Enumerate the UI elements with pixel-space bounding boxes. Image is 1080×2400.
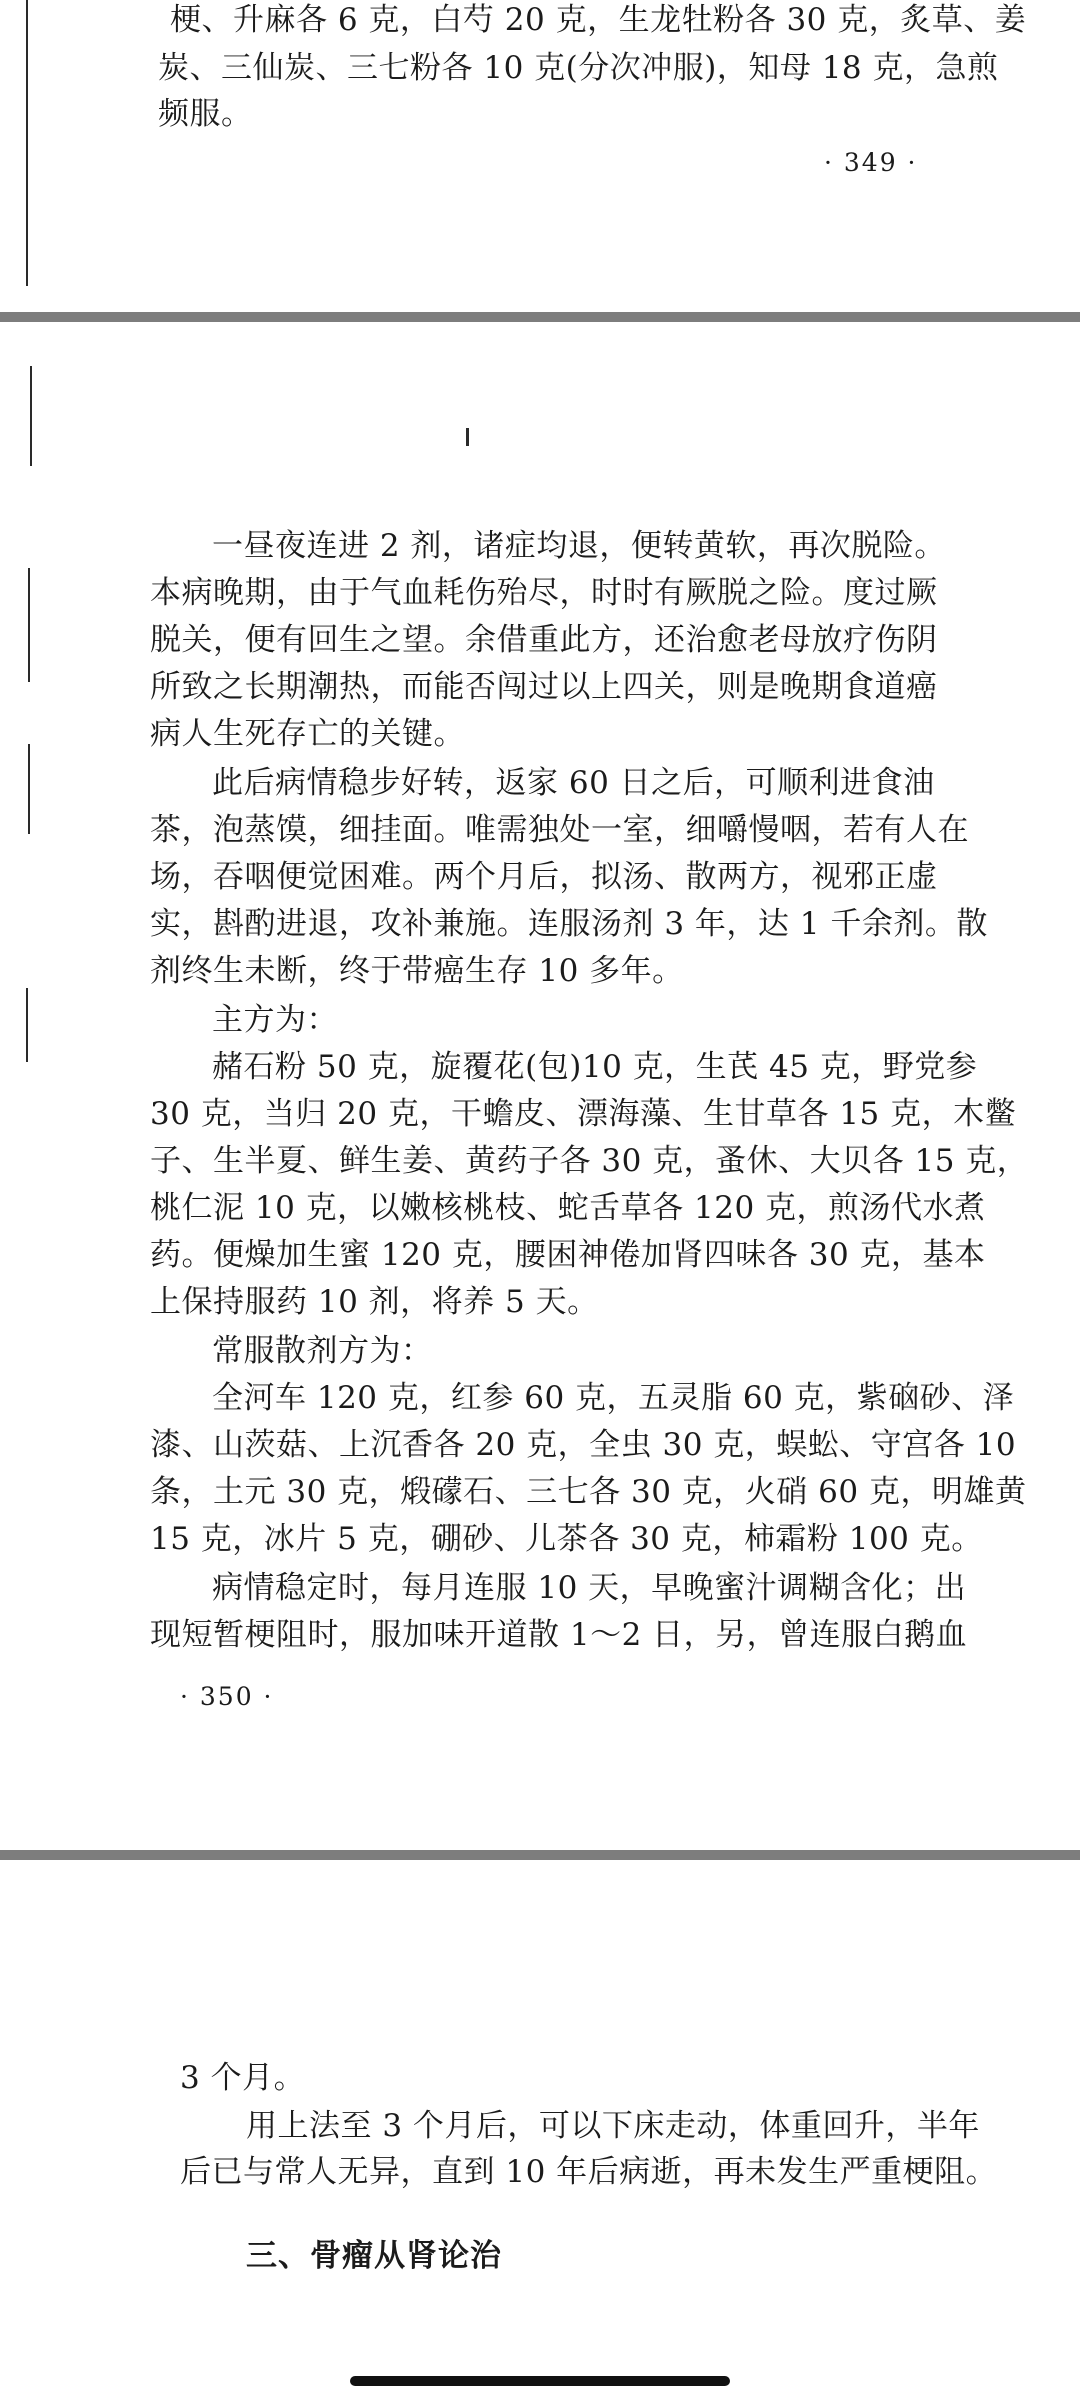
text-line: 桃仁泥 10 克，以嫩核桃枝、蛇舌草各 120 克，煎汤代水煮 <box>150 1190 986 1226</box>
text-line: 药。便燥加生蜜 120 克，腰困神倦加肾四味各 30 克，基本 <box>150 1237 986 1273</box>
text-line: 3 个月。 <box>180 2060 306 2096</box>
text-line: 后已与常人无异，直到 10 年后病逝，再未发生严重梗阻。 <box>180 2154 998 2190</box>
text-line: 漆、山茨菇、上沉香各 20 克，全虫 30 克，蜈蚣、守宫各 10 <box>150 1427 1017 1463</box>
page-margin-line <box>30 366 32 466</box>
text-line: 脱关，便有回生之望。余借重此方，还治愈老母放疗伤阴 <box>150 622 938 658</box>
text-line: 炭、三仙炭、三七粉各 10 克(分次冲服)，知母 18 克，急煎 <box>158 50 999 86</box>
page-349-fragment <box>0 0 1080 312</box>
page-margin-line <box>28 744 30 834</box>
page-separator <box>0 312 1080 322</box>
text-line: 用上法至 3 个月后，可以下床走动，体重回升，半年 <box>246 2108 980 2144</box>
text-line: 所致之长期潮热，而能否闯过以上四关，则是晚期食道癌 <box>150 669 938 705</box>
text-line: 场，吞咽便觉困难。两个月后，拟汤、散两方，视邪正虚 <box>150 859 938 895</box>
text-line: 一昼夜连进 2 剂，诸症均退，便转黄软，再次脱险。 <box>212 528 946 564</box>
page-margin-line <box>28 568 30 682</box>
page-margin-line <box>26 988 28 1062</box>
text-line: 赭石粉 50 克，旋覆花(包)10 克，生芪 45 克，野党参 <box>212 1049 978 1085</box>
text-line: 子、生半夏、鲜生姜、黄药子各 30 克，蚤休、大贝各 15 克， <box>150 1143 1029 1179</box>
page-350 <box>0 324 1080 1850</box>
text-line: 此后病情稳步好转，返家 60 日之后，可顺利进食油 <box>212 765 935 801</box>
home-indicator[interactable] <box>350 2376 730 2386</box>
text-line: 30 克，当归 20 克，干蟾皮、漂海藻、生甘草各 15 克，木鳖 <box>150 1096 1017 1132</box>
text-line: 本病晚期，由于气血耗伤殆尽，时时有厥脱之险。度过厥 <box>150 575 938 611</box>
text-line: 常服散剂方为： <box>212 1333 433 1369</box>
section-heading: 三、骨瘤从肾论治 <box>246 2238 502 2274</box>
text-line: 茶，泡蒸馍，细挂面。唯需独处一室，细嚼慢咽，若有人在 <box>150 812 969 848</box>
text-line: 上保持服药 10 剂，将养 5 天。 <box>150 1284 599 1320</box>
text-line: 15 克，冰片 5 克，硼砂、儿茶各 30 克，柿霜粉 100 克。 <box>150 1521 983 1557</box>
text-line: 梗、升麻各 6 克，白芍 20 克，生龙牡粉各 30 克，炙草、姜 <box>170 2 1027 38</box>
page-margin-line <box>26 0 28 286</box>
page-number: · 349 · <box>824 148 918 177</box>
text-line: 全河车 120 克，红参 60 克，五灵脂 60 克，紫硇砂、泽 <box>212 1380 1015 1416</box>
text-line: 剂终生未断，终于带癌生存 10 多年。 <box>150 953 684 989</box>
text-line: 主方为： <box>212 1002 338 1038</box>
text-line: 病人生死存亡的关键。 <box>150 716 465 752</box>
text-line: 频服。 <box>158 96 253 132</box>
text-line: 条，土元 30 克，煅礞石、三七各 30 克，火硝 60 克，明雄黄 <box>150 1474 1027 1510</box>
text-line: 病情稳定时，每月连服 10 天，早晚蜜汁调糊含化；出 <box>212 1570 967 1606</box>
page-separator <box>0 1850 1080 1860</box>
next-page-fragment <box>0 1862 1080 2400</box>
page-number: · 350 · <box>180 1682 274 1711</box>
scan-mark <box>466 428 469 446</box>
text-line: 现短暂梗阻时，服加味开道散 1～2 日，另，曾连服白鹅血 <box>150 1617 968 1653</box>
text-line: 实，斟酌进退，攻补兼施。连服汤剂 3 年，达 1 千余剂。散 <box>150 906 988 942</box>
